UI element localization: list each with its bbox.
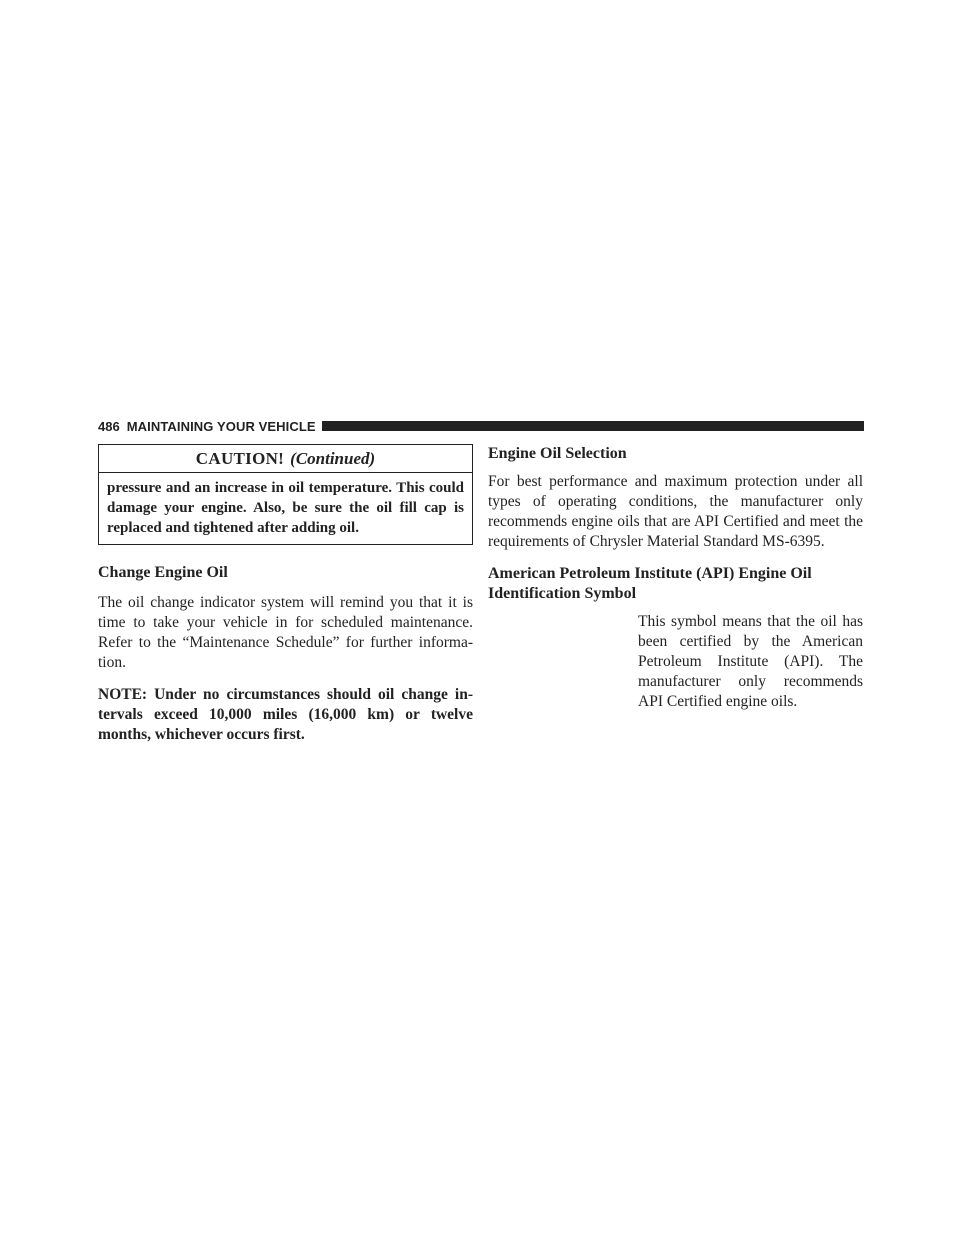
engine-oil-selection-paragraph: For best performance and maximum protection under all types of operating conditions, the manufacturer only recommends engine oils that are API Certified and meet the requirements of Chrysler Material Standard MS-6395. (488, 473, 863, 550)
caution-continued: (Continued) (290, 449, 376, 468)
section-title: MAINTAINING YOUR VEHICLE (126, 418, 316, 434)
api-symbol-heading: American Petroleum Institute (API) Engine Oil Identification Symbol (488, 565, 812, 602)
page-header (98, 417, 864, 435)
caution-title: CAUTION! (195, 449, 285, 468)
caution-header (99, 445, 472, 473)
api-symbol-block (488, 612, 863, 712)
left-column (98, 444, 473, 757)
header-rule (322, 421, 864, 431)
caution-box (98, 444, 473, 545)
caution-body: pressure and an increase in oil temperature. This could damage your engine. Also, be sure the oil fill cap is replaced and tightened after adding oil. (107, 480, 464, 536)
right-column (488, 444, 863, 712)
oil-change-note: NOTE: Under no circumstances should oil change in-tervals exceed 10,000 miles (16,000 km) or twelve months, whichever occurs first. (98, 686, 473, 743)
change-engine-oil-heading: Change Engine Oil (98, 564, 228, 581)
api-symbol-paragraph: This symbol means that the oil has been certified by the American Petroleum Institute (API). The manufacturer only recommends API Certified engine oils. (638, 613, 863, 710)
change-engine-oil-paragraph: The oil change indicator system will remind you that it is time to take your vehicle in for scheduled maintenance. Refer to the “Maintenance Schedule” for further informa-tion. (98, 594, 473, 671)
engine-oil-selection-heading: Engine Oil Selection (488, 445, 627, 462)
page-number: 486 (98, 418, 120, 434)
